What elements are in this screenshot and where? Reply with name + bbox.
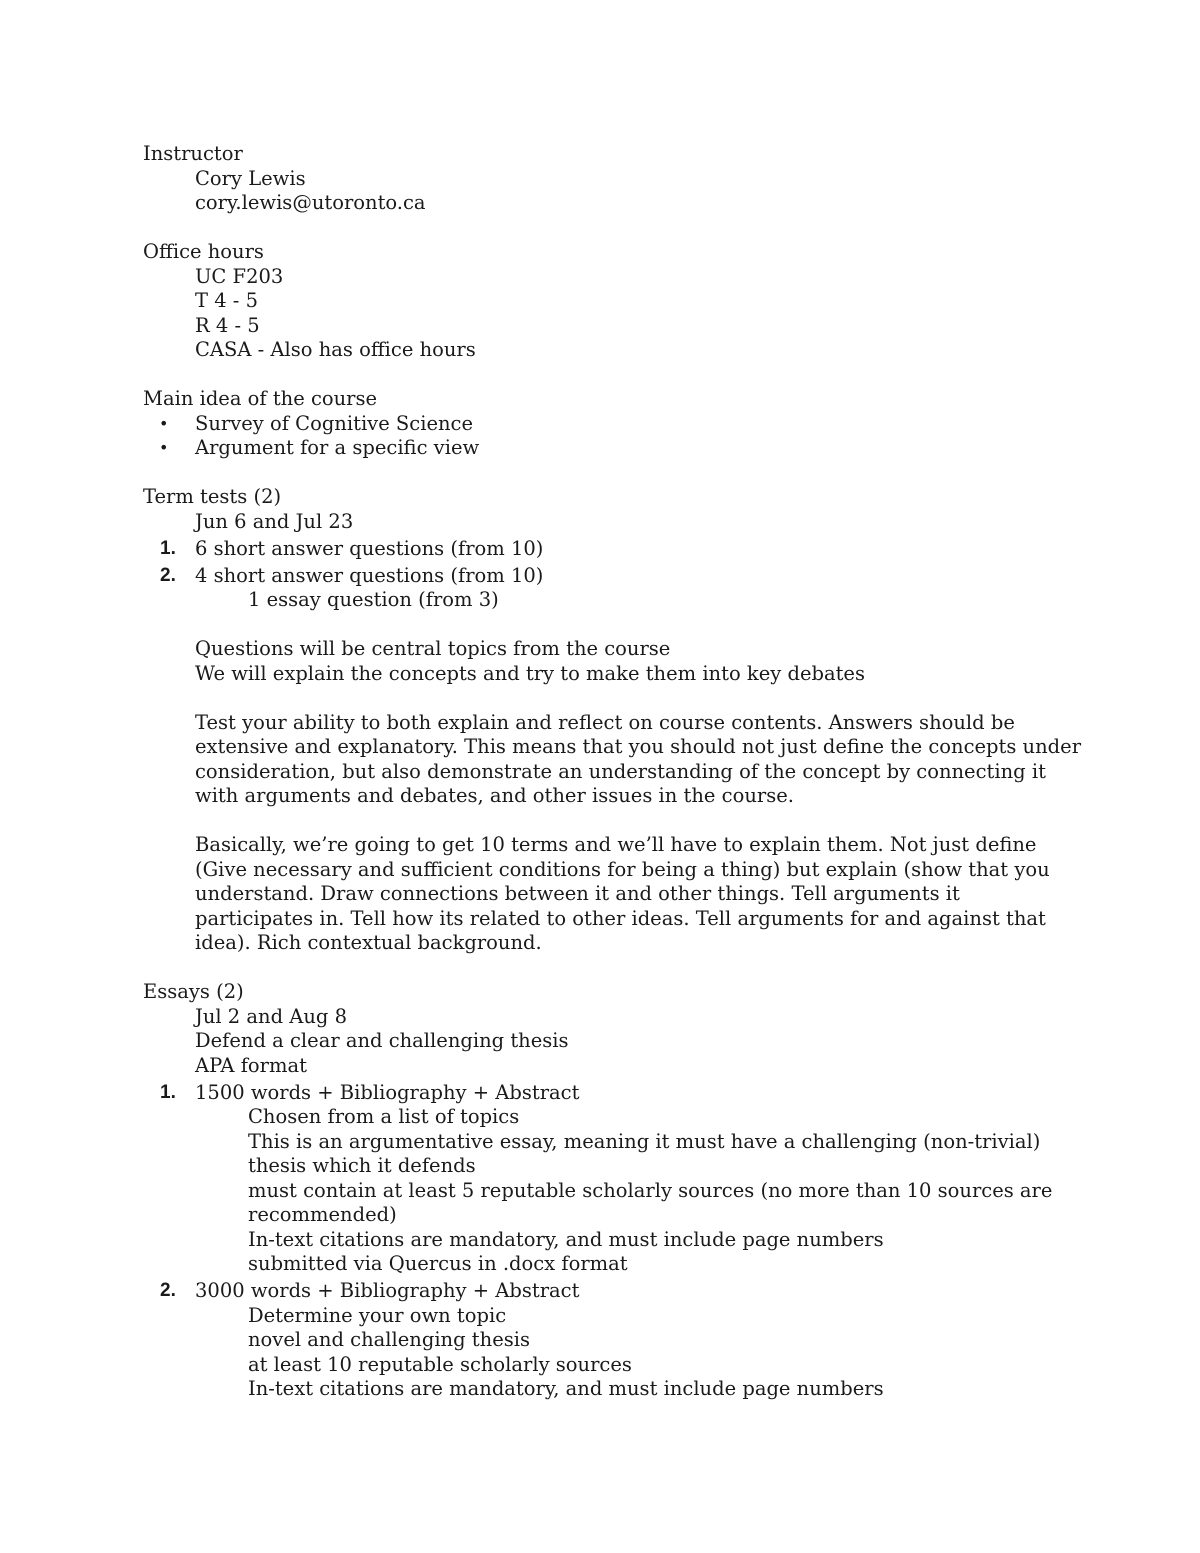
list-number: 1. <box>160 1081 176 1103</box>
essay-subitem: In-text citations are mandatory, and must include page numbers <box>248 1377 884 1400</box>
list-text: 6 short answer questions (from 10) <box>195 536 544 560</box>
document-page <box>143 142 1083 1402</box>
office-hours-line: CASA - Also has office hours <box>195 338 476 361</box>
term-tests-paragraph: Test your ability to both explain and reflect on course contents. Answers should be extensive and explanatory. This means that you should not just define the concepts under consideration, but also demonstrate an understanding of the concept by connecting it with arguments and debates, and other issues in the course. <box>195 710 1082 807</box>
office-hours-heading: Office hours <box>143 240 264 263</box>
term-tests-note: We will explain the concepts and try to make them into key debates <box>195 661 865 685</box>
bullet-icon: • <box>159 413 169 433</box>
office-hours-line: R 4 - 5 <box>195 313 260 337</box>
essay-subitem: Determine your own topic <box>248 1303 507 1327</box>
instructor-email: cory.lewis@utoronto.ca <box>195 191 426 214</box>
term-test-item <box>143 537 1083 562</box>
essay-subitem: submitted via Quercus in .docx format <box>248 1252 628 1275</box>
essay-subitem: In-text citations are mandatory, and must include page numbers <box>248 1227 884 1251</box>
list-number: 2. <box>160 564 176 586</box>
term-test-item <box>143 564 1083 589</box>
essays-heading: Essays (2) <box>143 980 244 1003</box>
main-idea-bullet-item <box>143 436 1083 461</box>
term-tests-heading: Term tests (2) <box>143 485 282 508</box>
term-tests-dates: Jun 6 and Jul 23 <box>195 509 354 533</box>
essay-subitem: This is an argumentative essay, meaning it must have a challenging (non-trivial) thesis which it defends <box>248 1129 1041 1177</box>
essays-line: Defend a clear and challenging thesis <box>195 1029 569 1052</box>
list-text: 3000 words + Bibliography + Abstract <box>195 1279 580 1302</box>
main-idea-heading: Main idea of the course <box>143 387 378 410</box>
term-tests-note: Questions will be central topics from the course <box>195 637 671 660</box>
essay-subitem: at least 10 reputable scholarly sources <box>248 1352 632 1376</box>
office-hours-line: T 4 - 5 <box>195 289 259 312</box>
list-text: 1500 words + Bibliography + Abstract <box>195 1080 580 1104</box>
office-hours-line: UC F203 <box>195 264 284 288</box>
instructor-heading: Instructor <box>143 142 243 165</box>
essay-subitem: novel and challenging thesis <box>248 1328 530 1351</box>
list-number: 2. <box>160 1280 176 1301</box>
essay-item <box>143 1279 1083 1304</box>
list-number: 1. <box>160 537 176 559</box>
essay-item <box>143 1081 1083 1106</box>
essays-line: Jul 2 and Aug 8 <box>195 1004 348 1028</box>
instructor-name: Cory Lewis <box>195 166 306 190</box>
bullet-icon: • <box>159 438 169 457</box>
essay-subitem: Chosen from a list of topics <box>248 1105 520 1128</box>
bullet-text: Survey of Cognitive Science <box>195 411 474 435</box>
term-tests-paragraph: Basically, we’re going to get 10 terms and we’ll have to explain them. Not just define (Give necessary and sufficient conditions for being a thing) but explain (show that you understand. Draw connections between it and other things. Tell arguments it participates in. Tell how its related to other ideas. Tell arguments for and against that idea). Rich contextual background. <box>195 833 1050 954</box>
bullet-text: Argument for a specific view <box>195 436 480 459</box>
essay-subitem: must contain at least 5 reputable scholarly sources (no more than 10 sources are recommended) <box>248 1178 1053 1226</box>
essays-line: APA format <box>195 1053 307 1077</box>
main-idea-bullet-item <box>143 412 1083 437</box>
list-text: 4 short answer questions (from 10) <box>195 563 544 587</box>
term-test-subitem: 1 essay question (from 3) <box>248 588 499 611</box>
